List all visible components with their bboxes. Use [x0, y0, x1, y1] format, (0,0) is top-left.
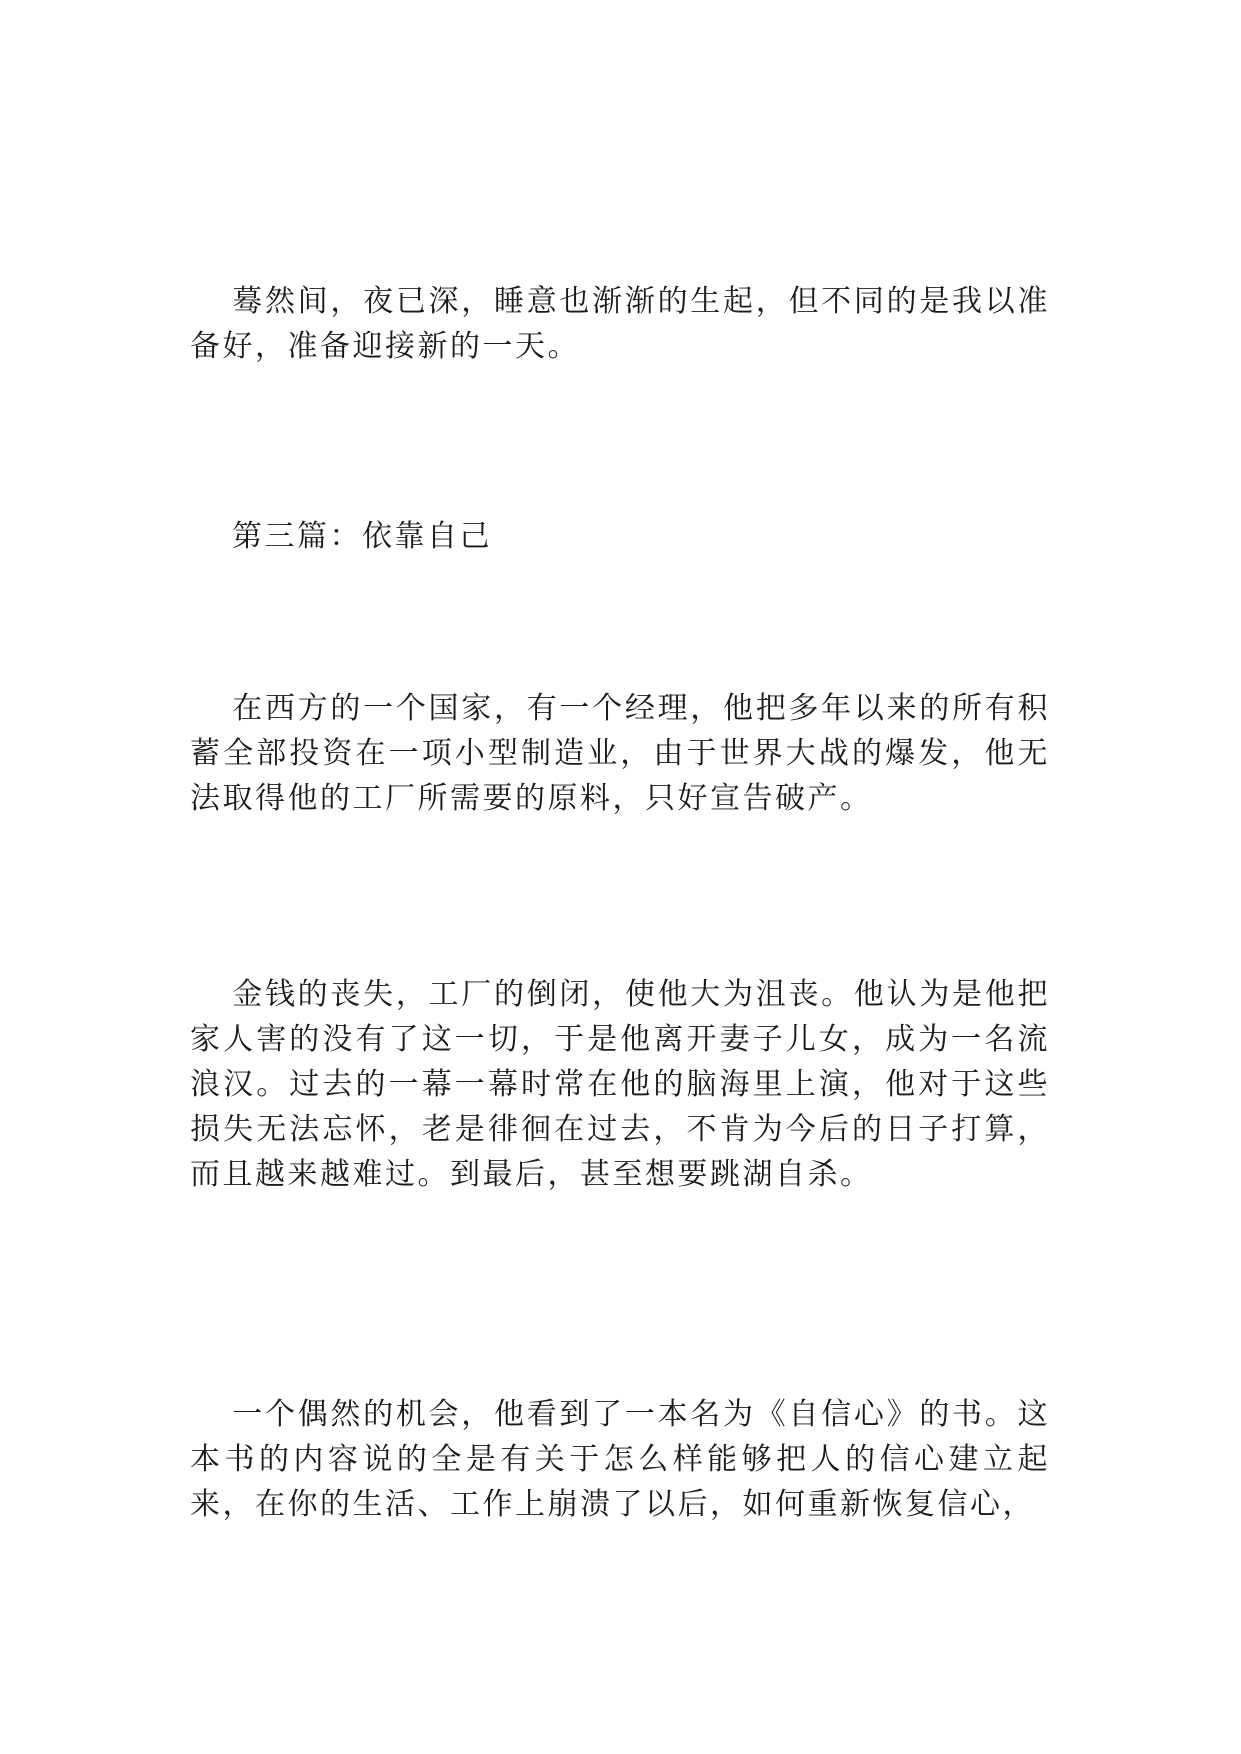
paragraph-3 [190, 972, 1050, 1197]
paragraph-2 [190, 686, 1050, 821]
paragraph-1 [190, 279, 1050, 369]
paragraph-4-text: 一个偶然的机会，他看到了一本名为《自信心》的书。这本书的内容说的全是有关于怎么样能够把人的信心建立起来，在你的生活、工作上崩溃了以后，如何重新恢复信心， [190, 1397, 1050, 1522]
paragraph-4 [190, 1392, 1050, 1527]
section-heading-text: 第三篇：依靠自己 [232, 519, 492, 554]
section-heading [190, 514, 1050, 559]
paragraph-2-text: 在西方的一个国家，有一个经理，他把多年以来的所有积蓄全部投资在一项小型制造业，由于世界大战的爆发，他无法取得他的工厂所需要的原料，只好宣告破产。 [190, 691, 1050, 816]
paragraph-1-text: 蓦然间，夜已深，睡意也渐渐的生起，但不同的是我以准备好，准备迎接新的一天。 [190, 284, 1050, 364]
paragraph-3-text: 金钱的丧失，工厂的倒闭，使他大为沮丧。他认为是他把家人害的没有了这一切，于是他离开妻子儿女，成为一名流浪汉。过去的一幕一幕时常在他的脑海里上演，他对于这些损失无法忘怀，老是徘徊在过去，不肯为今后的日子打算，而且越来越难过。到最后，甚至想要跳湖自杀。 [190, 977, 1050, 1192]
